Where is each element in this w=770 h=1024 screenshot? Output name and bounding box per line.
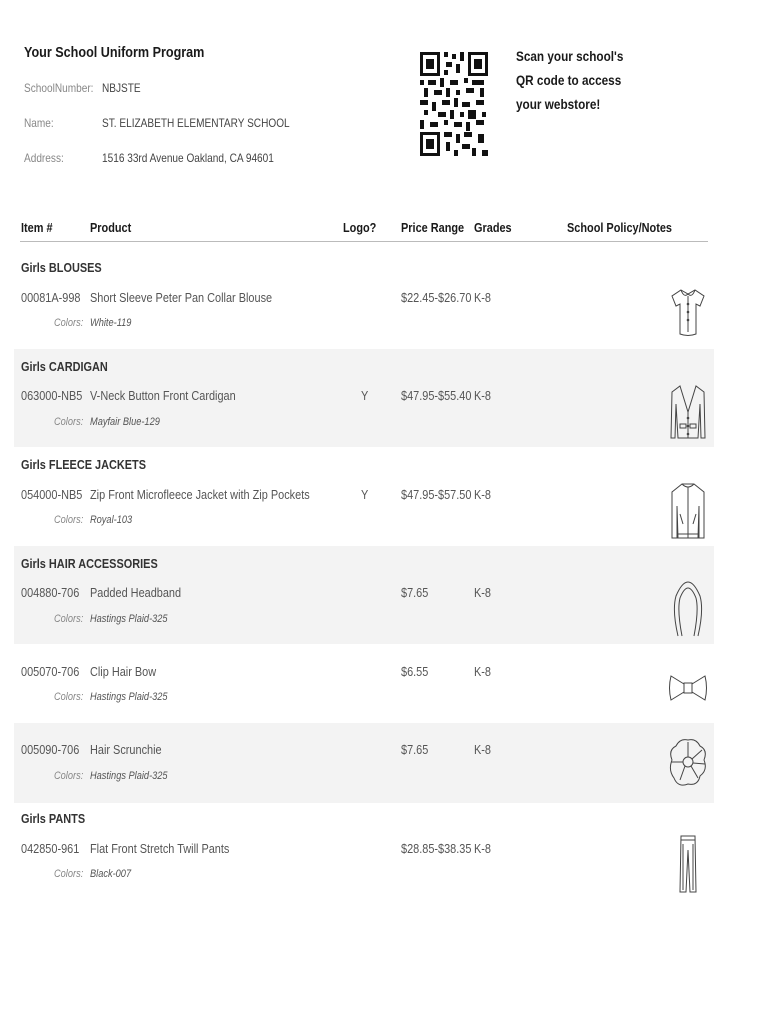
item-number: 00081A-998 (21, 290, 81, 305)
colors-label: Colors: (54, 691, 84, 703)
price-range: $28.85-$38.35 (401, 841, 472, 856)
school-name-value: ST. ELIZABETH ELEMENTARY SCHOOL (102, 116, 290, 130)
category-heading: Girls PANTS (21, 811, 86, 826)
product-name: Padded Headband (90, 585, 182, 600)
item-number: 004880-706 (21, 585, 80, 600)
colors-label: Colors: (54, 514, 84, 526)
colors-value: Hastings Plaid-325 (90, 770, 168, 782)
price-range: $7.65 (401, 742, 429, 757)
column-header-price: Price Range (401, 220, 465, 235)
price-range: $47.95-$55.40 (401, 388, 472, 403)
colors-value: White-119 (90, 317, 132, 329)
item-number: 005070-706 (21, 664, 80, 679)
colors-label: Colors: (54, 317, 84, 329)
column-header-notes: School Policy/Notes (567, 220, 672, 235)
row-band (14, 723, 714, 803)
item-number: 063000-NB5 (21, 388, 83, 403)
grades: K-8 (474, 742, 491, 757)
colors-value: Hastings Plaid-325 (90, 613, 168, 625)
headband-icon (670, 580, 706, 640)
logo-flag: Y (361, 487, 369, 502)
school-number-label: SchoolNumber: (24, 81, 94, 95)
column-header-grades: Grades (474, 220, 512, 235)
scrunchie-icon (668, 736, 708, 792)
item-number: 042850-961 (21, 841, 80, 856)
school-name-label: Name: (24, 116, 54, 130)
colors-label: Colors: (54, 613, 84, 625)
item-number: 005090-706 (21, 742, 80, 757)
price-range: $22.45-$26.70 (401, 290, 472, 305)
product-name: Short Sleeve Peter Pan Collar Blouse (90, 290, 273, 305)
product-name: Flat Front Stretch Twill Pants (90, 841, 230, 856)
qr-code-icon[interactable] (420, 52, 488, 156)
colors-label: Colors: (54, 868, 84, 880)
fleece-jacket-icon (668, 480, 708, 542)
colors-label: Colors: (54, 416, 84, 428)
column-header-item: Item # (21, 220, 53, 235)
header-divider (20, 241, 708, 242)
address-label: Address: (24, 151, 64, 165)
category-heading: Girls HAIR ACCESSORIES (21, 556, 158, 571)
category-heading: Girls BLOUSES (21, 260, 102, 275)
address-value: 1516 33rd Avenue Oakland, CA 94601 (102, 151, 274, 165)
blouse-icon (668, 286, 708, 340)
colors-value: Hastings Plaid-325 (90, 691, 168, 703)
product-name: Hair Scrunchie (90, 742, 162, 757)
page-title: Your School Uniform Program (24, 44, 205, 61)
category-heading: Girls CARDIGAN (21, 359, 108, 374)
price-range: $47.95-$57.50 (401, 487, 472, 502)
price-range: $6.55 (401, 664, 429, 679)
product-name: Zip Front Microfleece Jacket with Zip Pockets (90, 487, 310, 502)
grades: K-8 (474, 841, 491, 856)
pants-icon (678, 834, 698, 894)
scan-qr-message: Scan your school's QR code to access your webstore! (516, 48, 624, 112)
product-name: Clip Hair Bow (90, 664, 157, 679)
column-header-logo: Logo? (343, 220, 377, 235)
grades: K-8 (474, 290, 491, 305)
grades: K-8 (474, 487, 491, 502)
category-heading: Girls FLEECE JACKETS (21, 457, 147, 472)
price-range: $7.65 (401, 585, 429, 600)
column-header-product: Product (90, 220, 132, 235)
product-name: V-Neck Button Front Cardigan (90, 388, 236, 403)
logo-flag: Y (361, 388, 369, 403)
colors-value: Mayfair Blue-129 (90, 416, 160, 428)
cardigan-icon (668, 382, 708, 442)
grades: K-8 (474, 664, 491, 679)
colors-value: Royal-103 (90, 514, 133, 526)
grades: K-8 (474, 585, 491, 600)
colors-value: Black-007 (90, 868, 132, 880)
item-number: 054000-NB5 (21, 487, 83, 502)
hair-bow-icon (668, 672, 708, 704)
school-number-value: NBJSTE (102, 81, 141, 95)
grades: K-8 (474, 388, 491, 403)
colors-label: Colors: (54, 770, 84, 782)
